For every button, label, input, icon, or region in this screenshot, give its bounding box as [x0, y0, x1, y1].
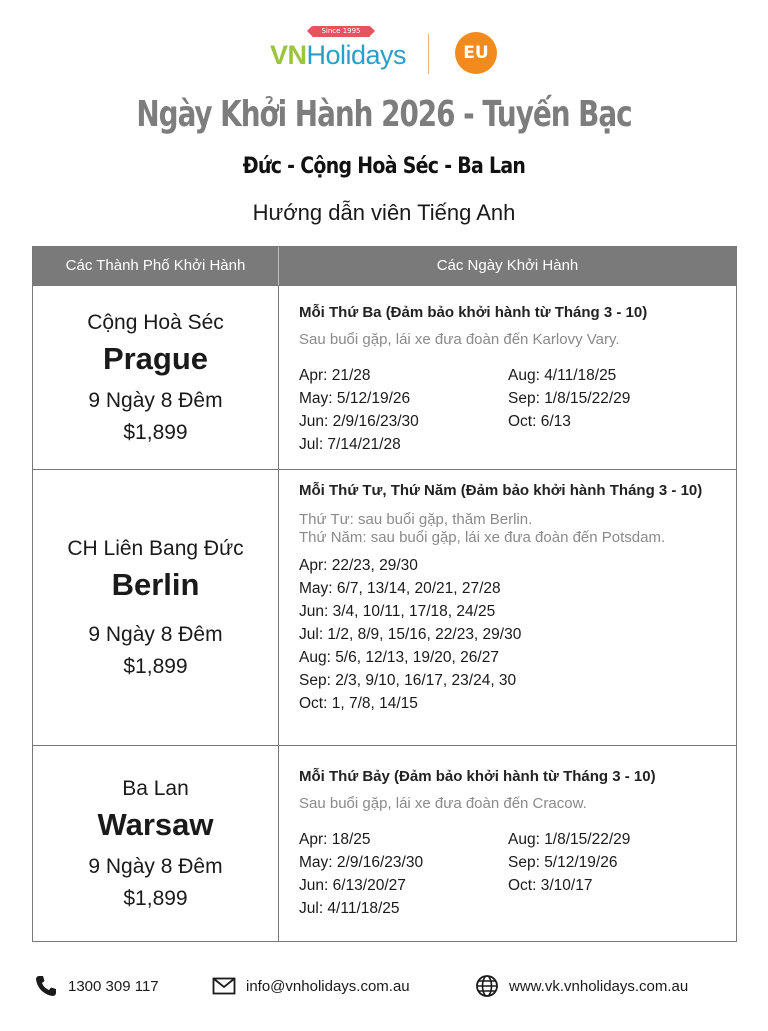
since-badge: Since 1995 — [312, 26, 370, 37]
date-entry: Apr: 22/23, 29/30 — [299, 557, 418, 574]
departure-frequency: Mỗi Thứ Ba (Đảm bảo khởi hành từ Tháng 3 - 10) — [299, 304, 648, 321]
departure-frequency: Mỗi Thứ Bảy (Đảm bảo khởi hành từ Tháng 3 - 10) — [299, 768, 656, 785]
phone-icon — [34, 974, 58, 998]
logo-row — [0, 26, 768, 76]
date-entry: Aug: 4/11/18/25 — [508, 367, 617, 384]
tour-duration: 9 Ngày 8 Đêm — [88, 388, 223, 412]
date-entry: May: 5/12/19/26 — [299, 390, 411, 407]
email-contact[interactable] — [212, 970, 410, 1002]
tour-duration: 9 Ngày 8 Đêm — [88, 622, 223, 646]
city-name: Warsaw — [97, 806, 214, 842]
route-subtitle: Đức - Cộng Hoà Séc - Ba Lan — [242, 154, 526, 179]
brand-vn: VN — [270, 40, 307, 70]
contact-footer — [0, 970, 768, 1002]
date-entry: Jun: 2/9/16/23/30 — [299, 413, 419, 430]
page-title: Ngày Khởi Hành 2026 - Tuyến Bạc — [136, 94, 632, 135]
itinerary-note-line: Thứ Tư: sau buổi gặp, thăm Berlin. — [299, 511, 533, 528]
partner-logo: EU — [455, 32, 497, 74]
dates-cell — [279, 470, 736, 745]
header-cities: Các Thành Phố Khởi Hành — [33, 247, 279, 285]
date-entry: Jun: 3/4, 10/11, 17/18, 24/25 — [299, 603, 496, 620]
email-address: info@vnholidays.com.au — [246, 977, 410, 995]
brand-wordmark — [270, 40, 406, 71]
date-entry: Apr: 21/28 — [299, 367, 371, 384]
date-entry: Jul: 7/14/21/28 — [299, 436, 401, 453]
date-list — [299, 367, 736, 454]
table-row-berlin — [33, 469, 736, 745]
itinerary-note — [299, 511, 736, 547]
guide-language: Hướng dẫn viên Tiếng Anh — [252, 200, 516, 225]
brand-holidays: Holidays — [306, 40, 407, 70]
tour-price: $1,899 — [123, 654, 188, 678]
date-entry: Sep: 2/3, 9/10, 16/17, 23/24, 30 — [299, 672, 517, 689]
date-entry: Aug: 5/6, 12/13, 19/20, 26/27 — [299, 649, 499, 666]
vnholidays-logo — [270, 26, 407, 76]
date-entry: Jun: 6/13/20/27 — [299, 877, 406, 894]
date-entry: Apr: 18/25 — [299, 831, 371, 848]
dates-cell — [279, 746, 736, 941]
mail-icon — [212, 974, 236, 998]
date-entry: Sep: 1/8/15/22/29 — [508, 390, 631, 407]
city-cell — [33, 746, 279, 941]
country-name: Ba Lan — [122, 776, 189, 800]
departure-table — [32, 246, 737, 942]
itinerary-note-line: Thứ Năm: sau buổi gặp, lái xe đưa đoàn đến Potsdam. — [299, 529, 666, 546]
city-name: Berlin — [111, 566, 200, 602]
country-name: CH Liên Bang Đức — [67, 536, 244, 560]
website-url: www.vk.vnholidays.com.au — [509, 977, 689, 995]
date-entry: Sep: 5/12/19/26 — [508, 854, 618, 871]
table-row-prague — [33, 285, 736, 469]
city-cell — [33, 286, 279, 469]
country-name: Cộng Hoà Séc — [87, 310, 224, 334]
tour-price: $1,899 — [123, 886, 188, 910]
date-entry: Oct: 3/10/17 — [508, 877, 593, 894]
date-list — [299, 557, 736, 718]
date-list — [299, 831, 736, 918]
city-name: Prague — [102, 340, 209, 376]
itinerary-note: Sau buổi gặp, lái xe đưa đoàn đến Cracow. — [299, 795, 587, 812]
date-entry: May: 2/9/16/23/30 — [299, 854, 424, 871]
logo-divider — [428, 34, 429, 74]
date-entry: Oct: 6/13 — [508, 413, 571, 430]
itinerary-note: Sau buổi gặp, lái xe đưa đoàn đến Karlovy Vary. — [299, 331, 620, 348]
phone-contact[interactable] — [34, 970, 159, 1002]
tour-duration: 9 Ngày 8 Đêm — [88, 854, 223, 878]
date-entry: Oct: 1, 7/8, 14/15 — [299, 695, 418, 712]
city-cell — [33, 470, 279, 745]
globe-icon — [475, 974, 499, 998]
table-header — [33, 247, 736, 285]
table-row-warsaw — [33, 745, 736, 941]
tour-price: $1,899 — [123, 420, 188, 444]
departure-frequency: Mỗi Thứ Tư, Thứ Năm (Đảm bảo khởi hành Tháng 3 - 10) — [299, 482, 703, 499]
dates-cell — [279, 286, 736, 469]
website-contact[interactable] — [475, 970, 688, 1002]
date-entry: May: 6/7, 13/14, 20/21, 27/28 — [299, 580, 501, 597]
date-entry: Jul: 1/2, 8/9, 15/16, 22/23, 29/30 — [299, 626, 522, 643]
date-entry: Aug: 1/8/15/22/29 — [508, 831, 631, 848]
phone-number: 1300 309 117 — [68, 977, 159, 995]
header-dates: Các Ngày Khởi Hành — [436, 257, 579, 274]
date-entry: Jul: 4/11/18/25 — [299, 900, 400, 917]
